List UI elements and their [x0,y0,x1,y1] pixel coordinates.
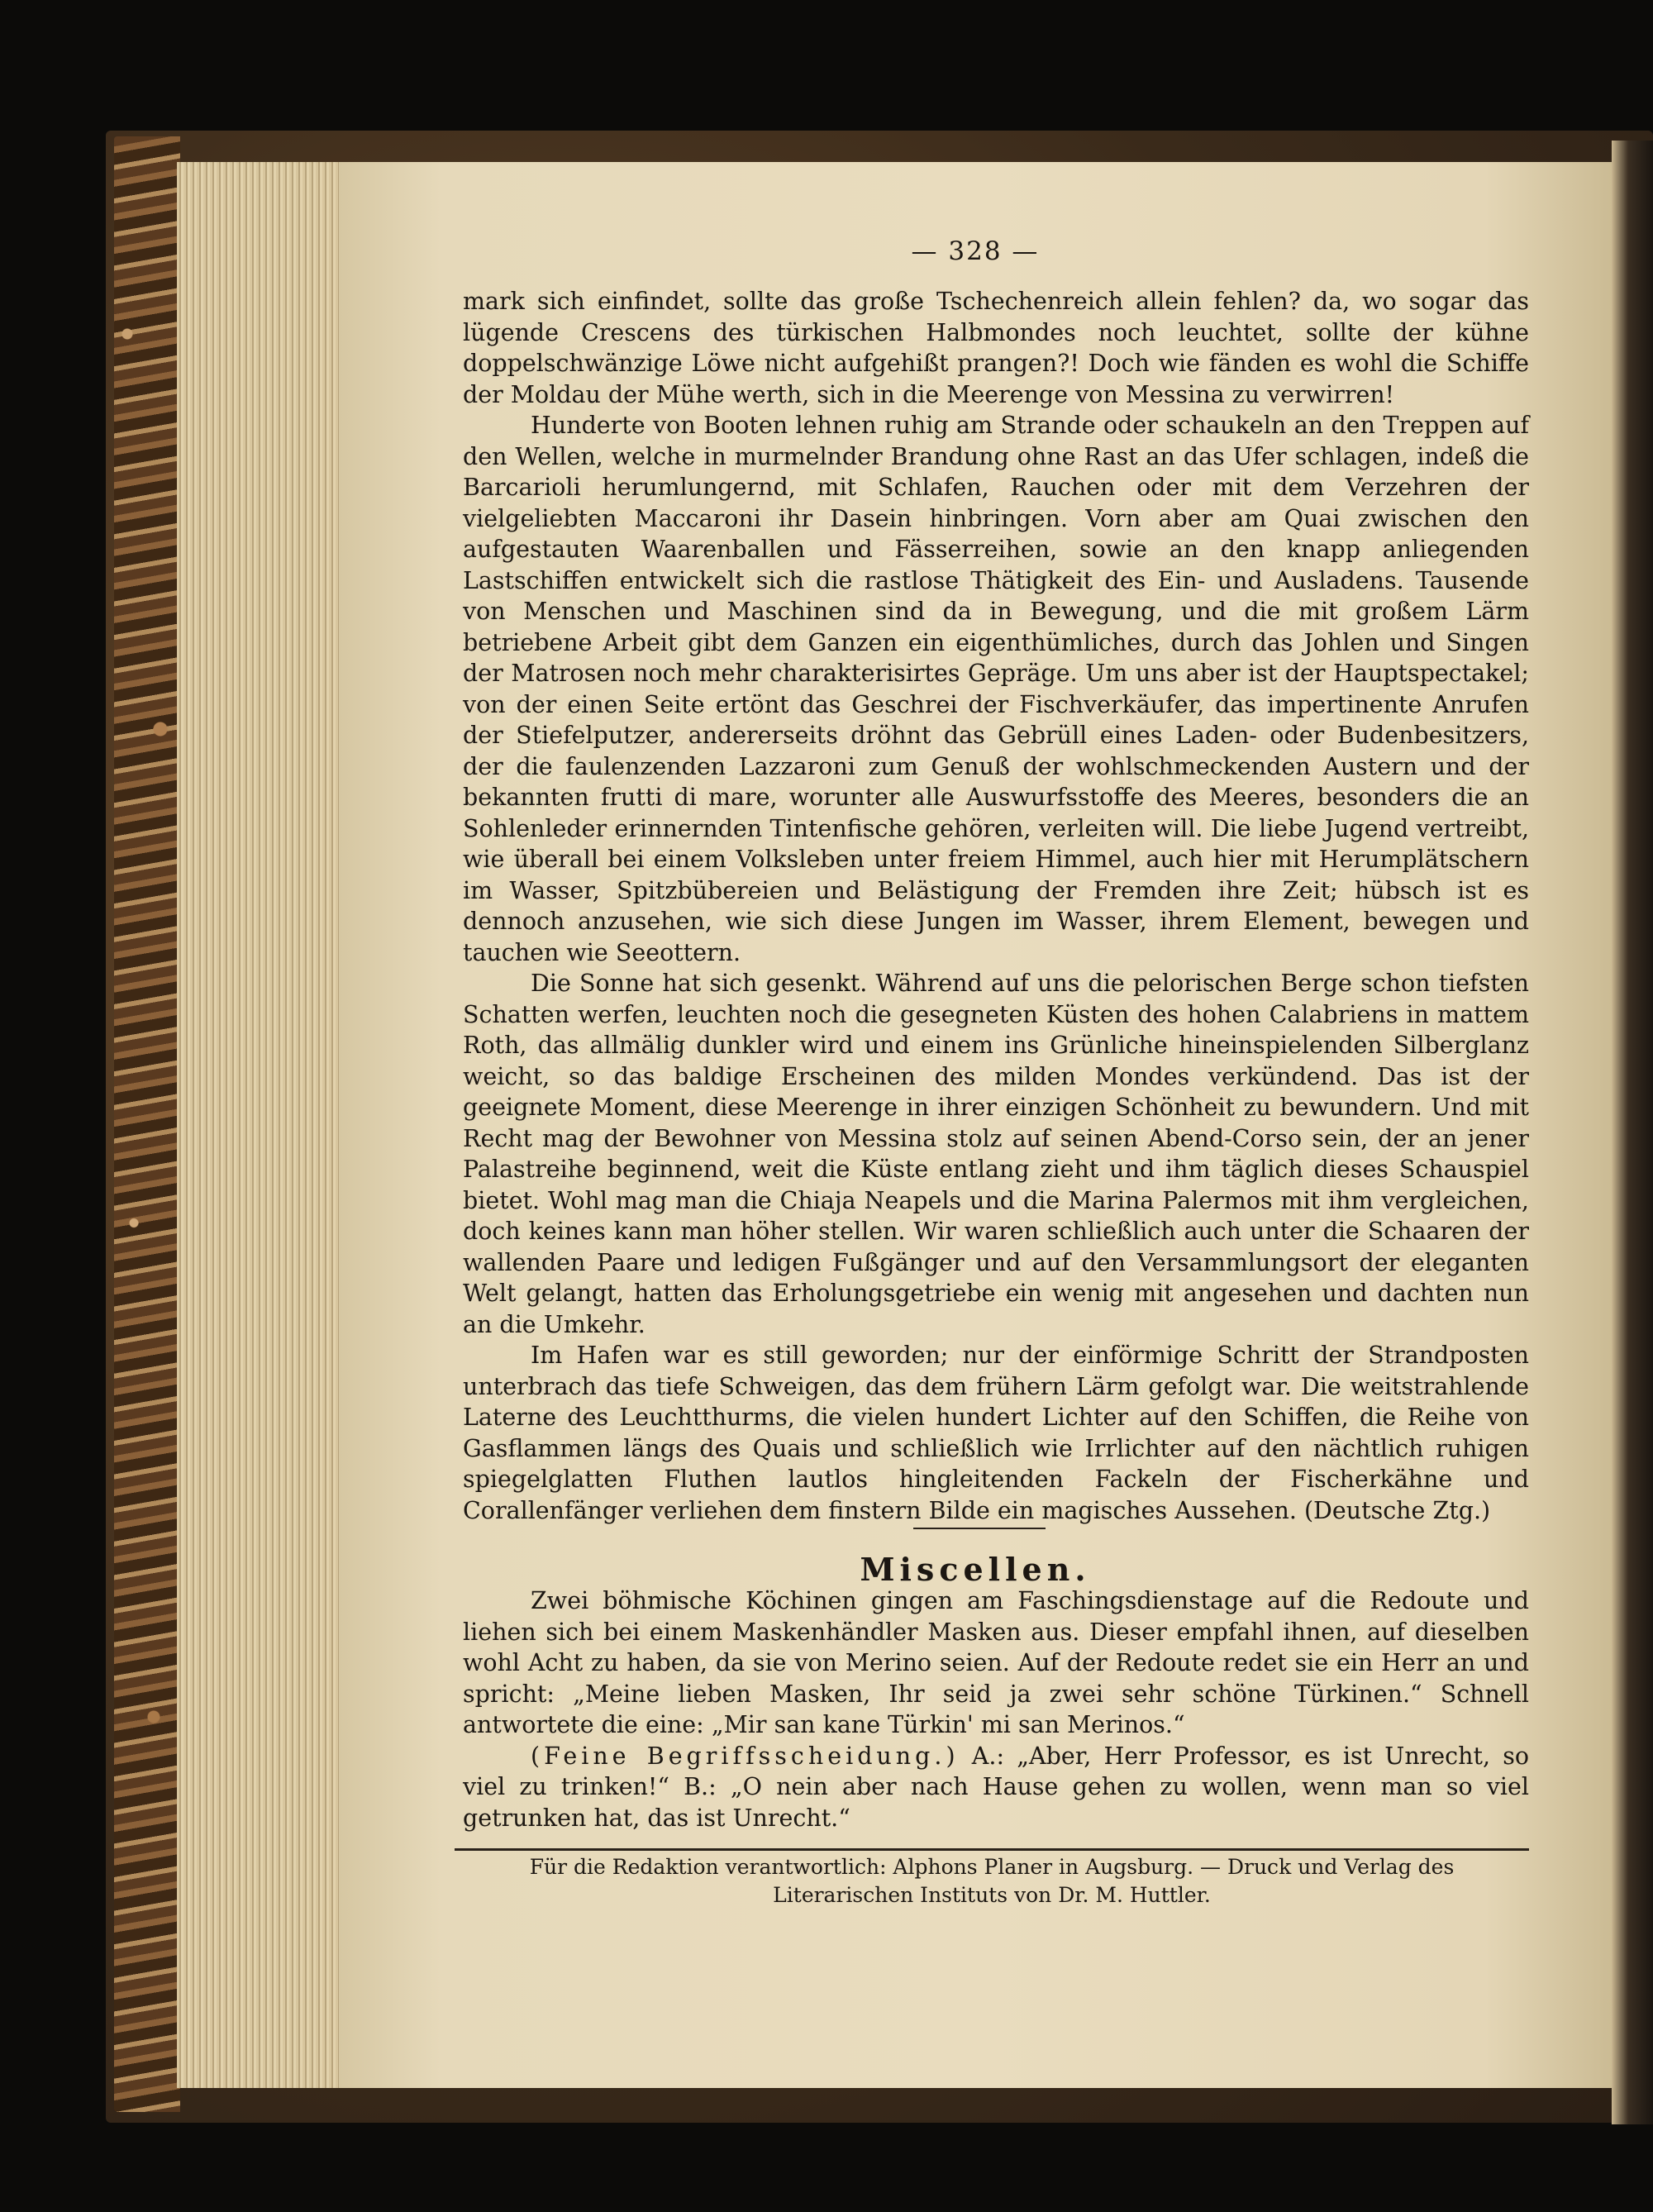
paragraph [463,1741,1529,1834]
paragraph: Hunderte von Booten lehnen ruhig am Strande oder schaukeln an den Treppen auf den Wellen, welche in murmelnder Brandung ohne Rast an das Ufer schlagen, indeß die Barcarioli herumlungernd, mit Schlafen, Rauchen oder mit dem Verzehren der vielgeliebten Maccaroni ihr Dasein hinbringen. Vorn aber am Quai zwischen den aufgestauten Waarenballen und Fässerreihen, sowie an den knapp anliegenden Lastschiffen entwickelt sich die rastlose Thätigkeit des Ein- und Ausladens. Tausende von Menschen und Maschinen sind da in Bewegung, und die mit großem Lärm betriebene Arbeit gibt dem Ganzen ein eigenthümliches, durch das Johlen und Singen der Matrosen noch mehr charakterisirtes Gepräge. Um uns aber ist der Hauptspectakel; von der einen Seite ertönt das Geschrei der Fischverkäufer, das impertinente Anrufen der Stiefelputzer, andererseits dröhnt das Gebrüll eines Laden- oder Budenbesitzers, der die faulenzenden Lazzaroni zum Genuß der wohlschmeckenden Austern und der bekannten frutti di mare, worunter alle Auswurfsstoffe des Meeres, besonders die an Sohlenleder erinnernden Tintenfische gehören, verleiten will. Die liebe Jugend vertreibt, wie überall bei einem Volksleben unter freiem Himmel, auch hier mit Herumplätschern im Wasser, Spitzbübereien und Belästigung der Fremden ihre Zeit; hübsch ist es dennoch anzusehen, wie sich diese Jungen im Wasser, ihrem Element, bewegen und tauchen wie Seeottern. [463,412,1529,966]
anecdote-title: (Feine Begriffsscheidung.) [531,1742,960,1770]
book-page [339,162,1612,2088]
paragraph: Im Hafen war es still geworden; nur der einförmige Schritt der Strandposten unterbrach das tiefe Schweigen, das dem frühern Lärm gefolgt war. Die weitstrahlende Laterne des Leuchtthurms, die vielen hundert Lichter auf den Schiffen, die Reihe von Gasflammen längs des Quais und schließlich wie Irrlichter auf den nächtlich ruhigen spiegelglatten Fluthen lautlos hingleitenden Fackeln der Fischerkähne und Corallenfänger verliehen dem finstern Bilde ein magisches Aussehen. (Deutsche Ztg.) [463,1342,1529,1524]
imprint-line: Für die Redaktion verantwortlich: Alphons Planer in Augsburg. — Druck und Verlag des [529,1855,1455,1879]
paragraph: Die Sonne hat sich gesenkt. Während auf uns die pelorischen Berge schon tiefsten Schatten werfen, leuchten noch die gesegneten Küsten des hohen Calabriens in mattem Roth, das allmälig dunkler wird und einem ins Grünliche hineinspielenden Silberglanz weicht, so das baldige Erscheinen des milden Mondes verkündend. Das ist der geeignete Moment, diese Meerenge in ihrer einzigen Schönheit zu bewundern. Und mit Recht mag der Bewohner von Messina stolz auf seinen Abend-Corso sein, der an jener Palastreihe beginnend, weit die Küste entlang zieht und ihm täglich dieses Schauspiel bietet. Wohl mag man die Chiaja Neapels und die Marina Palermos mit ihm vergleichen, doch keines kann man höher stellen. Wir waren schließlich auch unter die Schaaren der wallenden Paare und ledigen Fußgänger und auf den Versammlungsort der eleganten Welt gelangt, hatten das Erholungsgetriebe ein wenig mit angesehen und dachten nun an die Umkehr. [463,970,1529,1338]
paragraph: mark sich einfindet, sollte das große Tschechenreich allein fehlen? da, wo sogar das lügende Crescens des türkischen Halbmondes noch leuchtet, sollte der kühne doppelschwänzige Löwe nicht aufgehißt prangen?! Doch wie fänden es wohl die Schiffe der Moldau der Mühe werth, sich in die Meerenge von Messina zu verwirren! [463,288,1529,408]
imprint-line: Literarischen Instituts von Dr. M. Huttler. [773,1883,1211,1907]
paragraph: Zwei böhmische Köchinen gingen am Faschingsdienstage auf die Redoute und liehen sich bei einem Maskenhändler Masken aus. Dieser empfahl ihnen, auf dieselben wohl Acht zu haben, da sie von Merino seien. Auf der Redoute redet sie ein Herr an und spricht: „Meine lieben Masken, Ihr seid ja zwei sehr schöne Türkinen.“ Schnell antwortete die eine: „Mir san kane Türkin' mi san Merinos.“ [463,1587,1529,1738]
marbled-edge [114,136,180,2112]
facing-page-edge [1612,141,1653,2124]
page-number: — 328 — [911,236,1040,266]
imprint-rule [455,1848,1529,1851]
section-heading: Miscellen. [860,1551,1091,1588]
anecdote-text: A.: „Aber, Herr Professor, es ist Unrecht, so viel zu trinken!“ B.: „O nein aber nach Hause gehen zu wollen, wenn man so viel getrunken hat, das ist Unrecht.“ [463,1742,1529,1832]
article-body [463,286,1529,1526]
page-stack [177,162,342,2088]
imprint [446,1853,1537,1909]
miscellany-body [463,1585,1529,1833]
section-divider [913,1528,1046,1529]
